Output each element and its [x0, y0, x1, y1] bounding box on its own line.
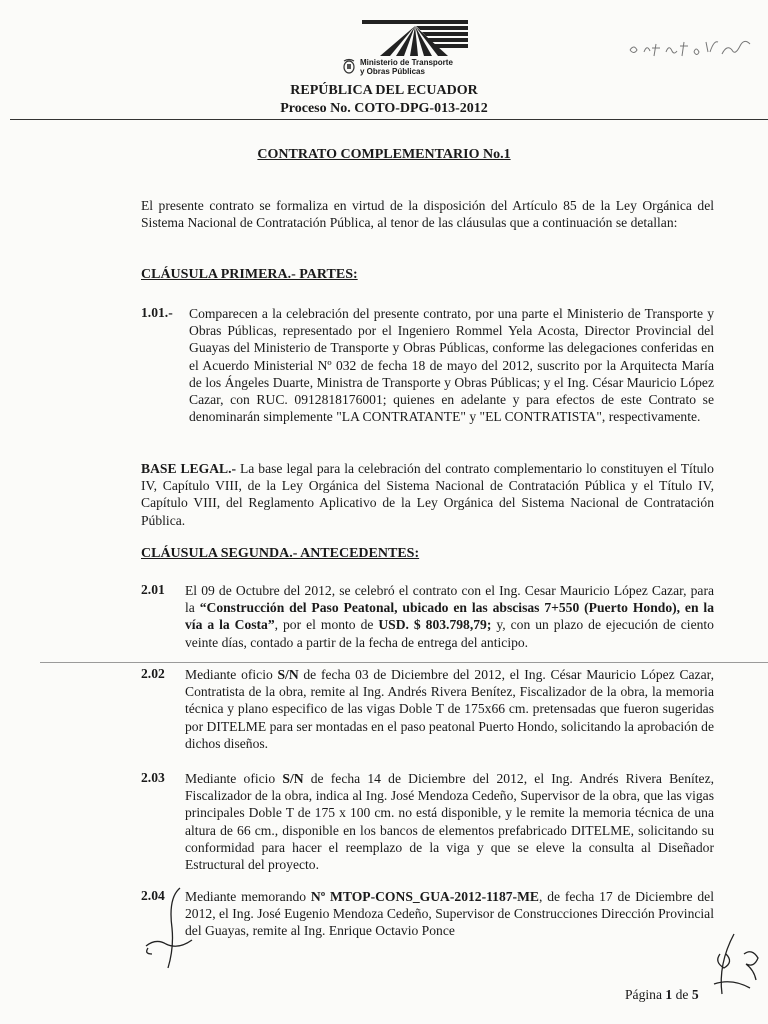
ministry-line1: Ministerio de Transporte [360, 58, 453, 67]
item-202-part-a: Mediante oficio [185, 667, 278, 682]
item-201-project-name: “Construcción del Paso Peatonal, ubicado en las abscisas 7+550 (Puerto Hondo), en la vía a la Costa” [185, 600, 714, 633]
item-201-part-e: y, con un plazo de ejecución de ciento veinte días, contado a partir de la fecha de entrega del anticipo. [185, 617, 714, 650]
document-title: CONTRATO COMPLEMENTARIO No.1 [257, 147, 511, 162]
item-202-part-c: de fecha 03 de Diciembre del 2012, el Ing. César Mauricio López Cazar, Contratista de la obra, remite al Ing. Andrés Rivera Benítez, Fiscalizador de la obra, la memoria técnica y plano especifico de las vigas Doble T de 175x66 cm. pretensadas que fueron sugeridas por DITELME para ser montadas en el paso peatonal Puerto Hondo, solicitando la aprobación de dichos diseños. [185, 667, 714, 751]
fold-line [40, 662, 768, 663]
item-201-text [185, 582, 714, 651]
ministry-logo-icon [360, 18, 470, 58]
item-203-number: 2.03 [141, 770, 165, 785]
base-legal-paragraph [141, 460, 714, 529]
item-202-ref: S/N [277, 667, 299, 682]
item-101-number: 1.01.- [141, 305, 173, 320]
item-203-part-c: de fecha 14 de Diciembre del 2012, el Ing. Andrés Rivera Benítez, Fiscalizador de la obra, indica al Ing. José Mendoza Cedeño, Supervisor de la obra, que las vigas principales Doble T de 175 x 100 cm. no está disponible, y le remite la memoria técnica de una altura de 66 cm., disponible en los bancos de elementos prefabricado DITELME, solicitando su conformidad para hacer el reemplazo de la viga y que se eleve la consulta al Diseñador Estructural del proyecto. [185, 771, 715, 873]
item-204-part-c: , de fecha 17 de Diciembre del 2012, el Ing. José Eugenio Mendoza Cedeño, Supervisor de Construcciones Dirección Provincial del Guayas, remite al Ing. Enrique Octavio Ponce [185, 889, 714, 939]
item-201-number: 2.01 [141, 582, 165, 597]
item-203-text [185, 770, 714, 873]
item-204-number: 2.04 [141, 888, 165, 903]
signature-left-icon [140, 884, 200, 974]
item-201-part-c: , por el monto de [274, 617, 379, 633]
page-label: Página [625, 987, 666, 1002]
item-203-part-a: Mediante oficio [185, 771, 283, 786]
item-201-part-a: El 09 de Octubre del 2012, se celebró el contrato con el Ing. Cesar Mauricio López Cazar, para la [185, 583, 714, 616]
intro-paragraph: El presente contrato se formaliza en virtud de la disposición del Artículo 85 de la Ley Orgánica del Sistema Nacional de Contratación Pública, al tenor de las cláusulas que a continuación se detallan: [141, 198, 714, 231]
clause1-heading: CLÁUSULA PRIMERA.- PARTES: [141, 267, 358, 282]
clause2-heading: CLÁUSULA SEGUNDA.- ANTECEDENTES: [141, 546, 420, 561]
item-203-ref: S/N [282, 771, 304, 786]
ecuador-seal-icon [342, 58, 356, 74]
item-201-amount: USD. $ 803.798,79; [378, 617, 492, 633]
page-of-label: de [672, 987, 692, 1002]
item-204-text [185, 888, 714, 940]
header-rule [10, 119, 768, 120]
handwritten-note-icon [618, 28, 768, 68]
item-202-number: 2.02 [141, 666, 165, 681]
item-101-text: Comparecen a la celebración del presente contrato, por una parte el Ministerio de Transporte y Obras Públicas, representado por el Ingeniero Rommel Yela Acosta, Director Provincial del Guayas del Ministerio de Transporte y Obras Públicas, conforme las delegaciones conferidas en el Acuerdo Ministerial Nº 032 de fecha 18 de mayo del 2012, suscrito por la Arquitecta María de los Ángeles Duarte, Ministra de Transporte y Obras Públicas; y el Ing. César Mauricio López Cazar, con RUC. 0912818176001; quienes en adelante y para efectos de este Contrato se denominarán simplemente "LA CONTRATANTE" y "EL CONTRATISTA", respectivamente. [189, 306, 714, 425]
process-number: Proceso No. COTO-DPG-013-2012 [280, 101, 488, 116]
page-total: 5 [691, 987, 699, 1002]
item-204-memo-ref: Nº MTOP-CONS_GUA-2012-1187-ME [310, 889, 539, 904]
item-202-text [185, 666, 714, 752]
republic-heading: REPÚBLICA DEL ECUADOR [290, 83, 478, 98]
page-footer [625, 987, 699, 1003]
page-number: 1 [665, 987, 673, 1002]
item-204-part-a: Mediante memorando [185, 889, 311, 904]
ministry-line2: y Obras Públicas [360, 67, 425, 76]
base-legal-text: La base legal para la celebración del contrato complementario lo constituyen el Título IV, Capítulo VIII, de la Ley Orgánica del Sistema Nacional de Contratación Pública y el Título IV, Capítulo VIII, del Reglamento Aplicativo de la Ley Orgánica del Sistema Nacional de Contratación Pública. [141, 461, 714, 528]
signature-right-icon [700, 924, 766, 1010]
ministry-name [342, 57, 502, 79]
base-legal-label: BASE LEGAL.- [141, 461, 237, 476]
